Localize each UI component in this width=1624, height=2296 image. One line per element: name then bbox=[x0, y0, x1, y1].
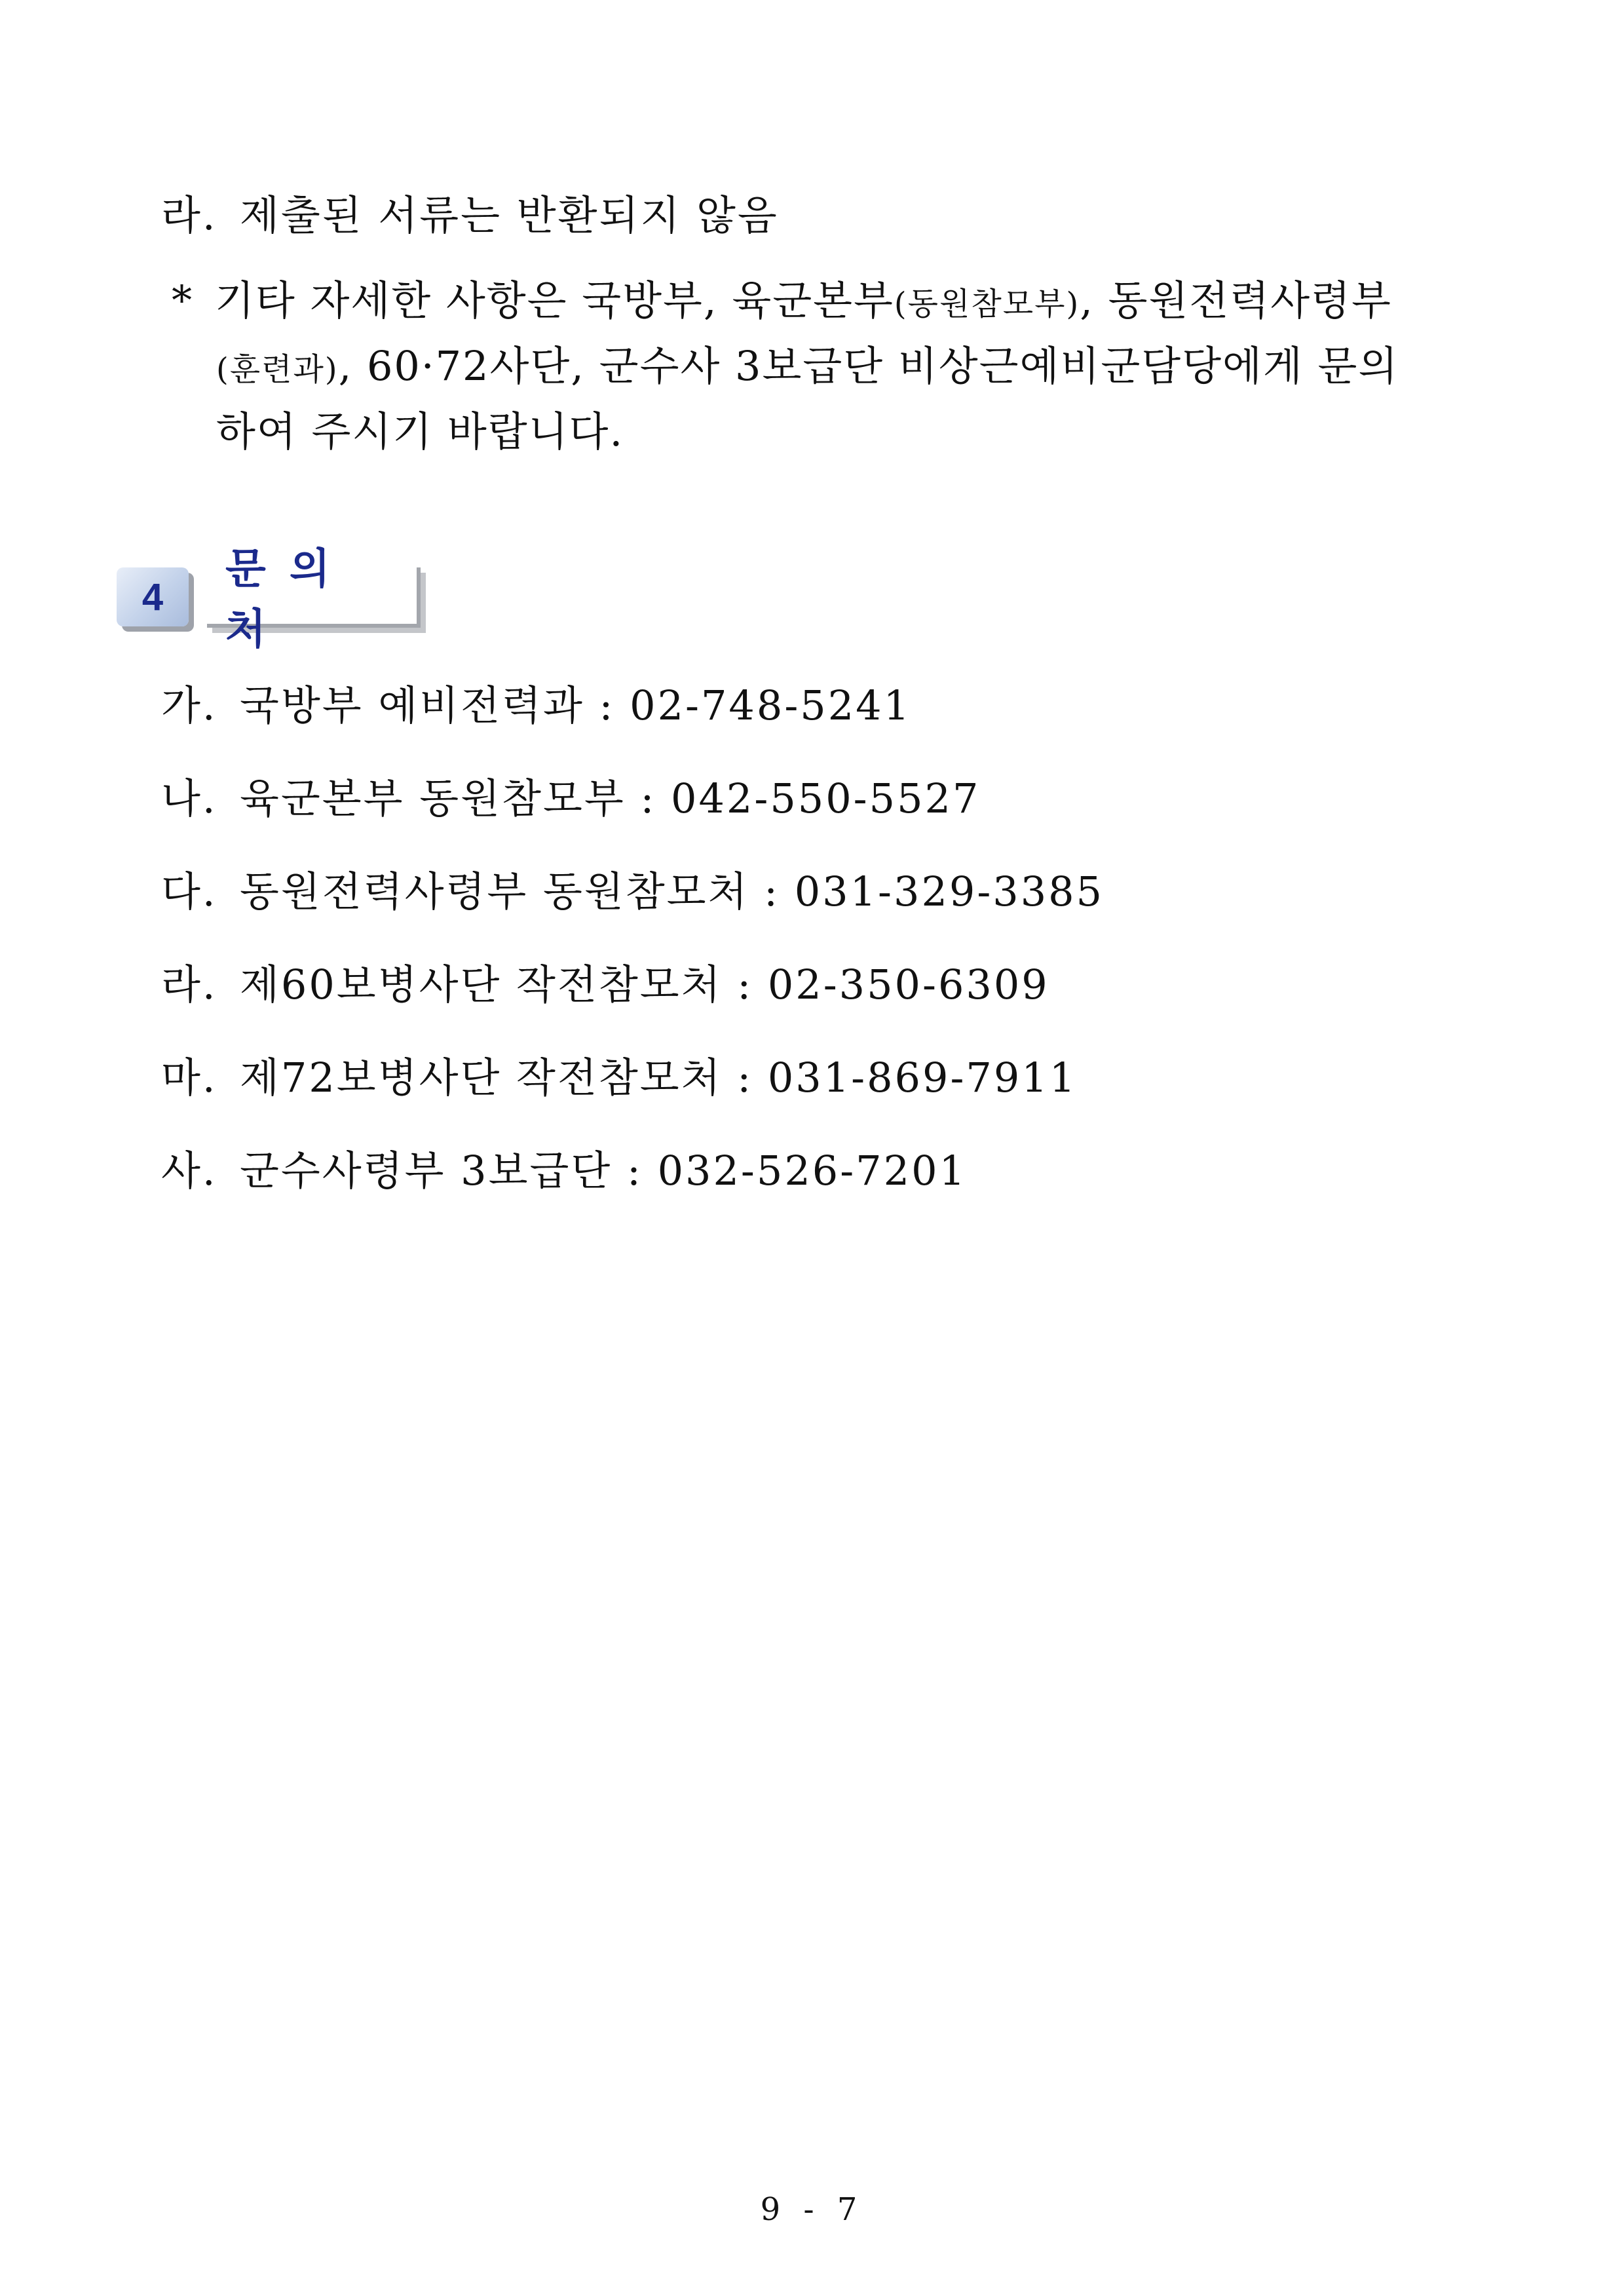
note-text-2b: , 60·72사단, 군수사 3보급단 비상근예비군담당에게 문의 bbox=[338, 342, 1399, 390]
contact-item bbox=[161, 1054, 1078, 1101]
contact-text: 제72보병사단 작전참모처 : 031-869-7911 bbox=[240, 1054, 1078, 1101]
contact-item bbox=[161, 1147, 967, 1195]
note-text-2a: (훈련과) bbox=[216, 351, 339, 388]
note-line-3 bbox=[216, 408, 624, 455]
note-text-1c: , 동원전력사령부 bbox=[1080, 277, 1392, 324]
note-text-1a: 기타 자세한 사항은 국방부, 육군본부 bbox=[215, 277, 894, 324]
item-marker: 나. bbox=[161, 775, 217, 822]
contact-text: 군수사령부 3보급단 : 032-526-7201 bbox=[240, 1147, 967, 1195]
note-line-2 bbox=[216, 342, 1399, 390]
contact-item bbox=[161, 868, 1105, 915]
section-number-badge bbox=[117, 567, 189, 626]
contact-text: 동원전력사령부 동원참모처 : 031-329-3385 bbox=[240, 868, 1105, 915]
note-text-1b: (동원참모부) bbox=[894, 286, 1080, 322]
notice-text: 제출된 서류는 반환되지 않음 bbox=[240, 191, 779, 239]
section-header bbox=[117, 545, 444, 654]
contact-text: 육군본부 동원참모부 : 042-550-5527 bbox=[240, 775, 981, 822]
item-marker: 다. bbox=[161, 868, 217, 915]
item-marker: 가. bbox=[161, 681, 217, 729]
note-line-1 bbox=[172, 277, 1392, 324]
item-marker: 라. bbox=[161, 961, 217, 1008]
contact-item bbox=[161, 681, 912, 729]
note-text-3: 하여 주시기 바랍니다. bbox=[216, 408, 624, 455]
section-title-box bbox=[207, 545, 421, 654]
contact-item bbox=[161, 961, 1049, 1008]
item-marker: 사. bbox=[161, 1147, 217, 1195]
section-number: 4 bbox=[142, 575, 164, 619]
contact-text: 국방부 예비전력과 : 02-748-5241 bbox=[240, 681, 912, 729]
item-marker: 마. bbox=[161, 1054, 217, 1101]
item-marker: 라. bbox=[161, 191, 217, 239]
contact-text: 제60보병사단 작전참모처 : 02-350-6309 bbox=[240, 961, 1049, 1008]
page-number: 9 - 7 bbox=[760, 2191, 864, 2228]
notice-item bbox=[161, 191, 779, 239]
section-title: 문의처 bbox=[225, 545, 354, 654]
contact-item bbox=[161, 775, 981, 822]
note-asterisk: * bbox=[172, 277, 193, 324]
